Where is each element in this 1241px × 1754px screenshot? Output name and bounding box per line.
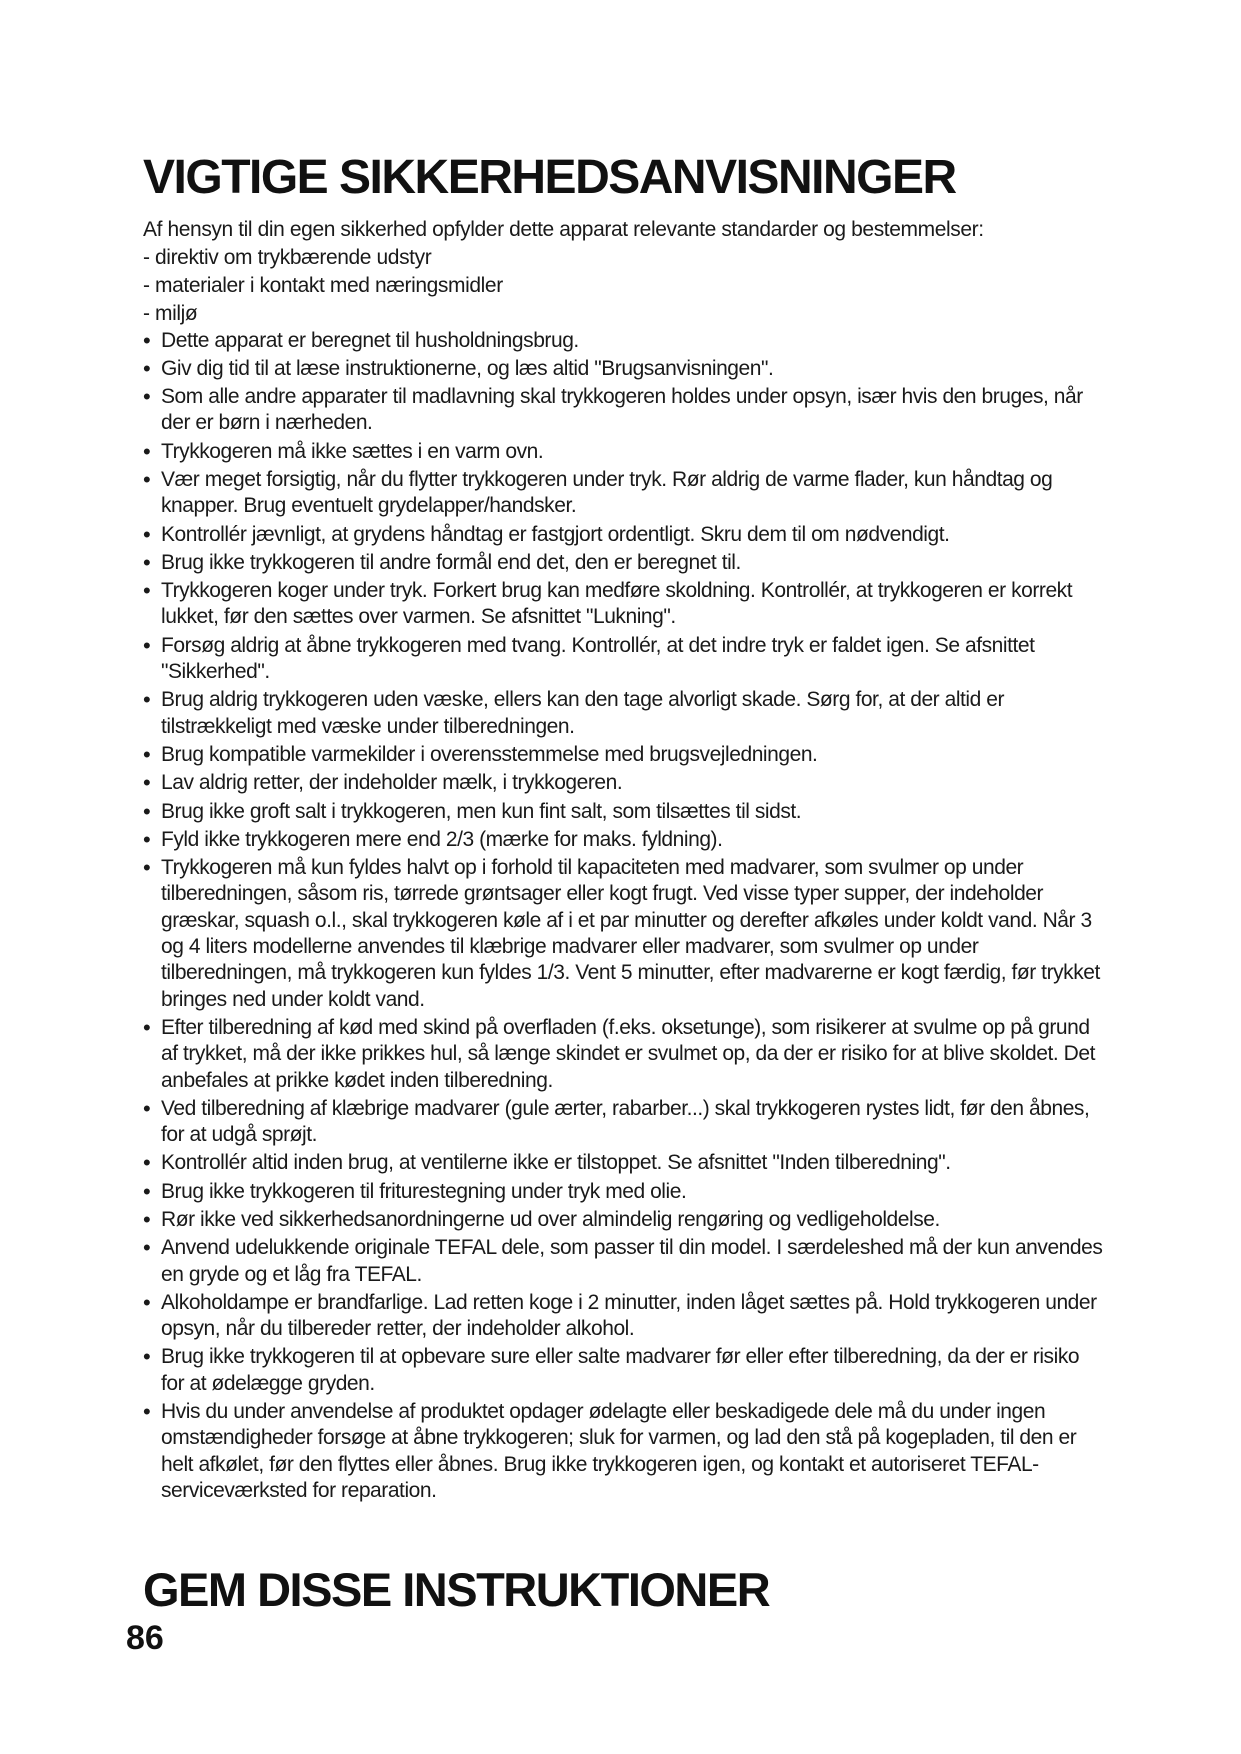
document-body xyxy=(143,150,1103,1506)
instruction-item: • Hvis du under anvendelse af produktet opdager ødelagte eller beskadigede dele må du under ingen omstændigheder forsøge at åbne trykkogeren; sluk for varmen, og lad den stå på kogepladen, til den er helt afkølet, før den flyttes eller åbnes. Brug ikke trykkogeren igen, og kontakt et autoriseret TEFAL-serviceværksted for reparation. xyxy=(143,1399,1103,1504)
instruction-item: • Trykkogeren koger under tryk. Forkert brug kan medføre skoldning. Kontrollér, at trykkogeren er korrekt lukket, før den sættes over varmen. Se afsnittet "Lukning". xyxy=(143,578,1103,631)
instruction-item: • Kontrollér jævnligt, at grydens håndtag er fastgjort ordentligt. Skru dem til om nødvendigt. xyxy=(143,522,1103,548)
intro-text: Af hensyn til din egen sikkerhed opfylder dette apparat relevante standarder og bestemmelser: xyxy=(143,218,984,241)
page-title: VIGTIGE SIKKERHEDSANVISNINGER xyxy=(143,151,956,204)
instruction-item: • Brug ikke groft salt i trykkogeren, men kun fint salt, som tilsættes til sidst. xyxy=(143,799,1103,825)
instruction-item: • Ved tilberedning af klæbrige madvarer (gule ærter, rabarber...) skal trykkogeren rystes lidt, før den åbnes, for at udgå sprøjt. xyxy=(143,1096,1103,1149)
instruction-item: • Giv dig tid til at læse instruktionerne, og læs altid "Brugsanvisningen". xyxy=(143,356,1103,382)
standards-item: - materialer i kontakt med næringsmidler xyxy=(143,273,503,297)
instruction-item: • Som alle andre apparater til madlavning skal trykkogeren holdes under opsyn, især hvis den bruges, når der er børn i nærheden. xyxy=(143,384,1103,437)
instruction-item: • Rør ikke ved sikkerhedsanordningerne ud over almindelig rengøring og vedligeholdelse. xyxy=(143,1207,1103,1233)
page-number: 86 xyxy=(126,1619,164,1657)
instruction-item: • Lav aldrig retter, der indeholder mælk, i trykkogeren. xyxy=(143,770,1103,796)
instruction-item: • Brug aldrig trykkogeren uden væske, ellers kan den tage alvorligt skade. Sørg for, at der altid er tilstrækkeligt med væske under tilberedningen. xyxy=(143,687,1103,740)
instruction-item: • Vær meget forsigtig, når du flytter trykkogeren under tryk. Rør aldrig de varme flader, kun håndtag og knapper. Brug eventuelt grydelapper/handsker. xyxy=(143,467,1103,520)
instruction-item: • Trykkogeren må kun fyldes halvt op i forhold til kapaciteten med madvarer, som svulmer op under tilberedningen, såsom ris, tørrede grøntsager eller kogt frugt. Ved visse typer supper, der indeholder græskar, squash o.l., skal trykkogeren køle af i et par minutter og derefter afkøles under koldt vand. Når 3 og 4 liters modellerne anvendes til klæbrige madvarer eller madvarer, som svulmer op under tilberedningen, må trykkogeren kun fyldes 1/3. Vent 5 minutter, efter madvarerne er kogt færdig, før trykket bringes ned under koldt vand. xyxy=(143,855,1103,1013)
standards-item: - miljø xyxy=(143,301,198,325)
instruction-item: • Brug kompatible varmekilder i overensstemmelse med brugsvejledningen. xyxy=(143,742,1103,768)
instruction-item: • Dette apparat er beregnet til husholdningsbrug. xyxy=(143,328,1103,354)
instruction-item: • Brug ikke trykkogeren til andre formål end det, den er beregnet til. xyxy=(143,550,1103,576)
footer-title: GEM DISSE INSTRUKTIONER xyxy=(143,1563,770,1616)
instruction-item: • Brug ikke trykkogeren til at opbevare sure eller salte madvarer før eller efter tilberedning, da der er risiko for at ødelægge gryden. xyxy=(143,1344,1103,1397)
standards-item: - direktiv om trykbærende udstyr xyxy=(143,245,432,269)
instruction-item: • Brug ikke trykkogeren til friturestegning under tryk med olie. xyxy=(143,1179,1103,1205)
instruction-item: • Fyld ikke trykkogeren mere end 2/3 (mærke for maks. fyldning). xyxy=(143,827,1103,853)
instruction-item: • Kontrollér altid inden brug, at ventilerne ikke er tilstoppet. Se afsnittet "Inden tilberedning". xyxy=(143,1150,1103,1176)
instruction-item: • Anvend udelukkende originale TEFAL dele, som passer til din model. I særdeleshed må der kun anvendes en gryde og et låg fra TEFAL. xyxy=(143,1235,1103,1288)
instructions-list xyxy=(143,328,1103,1505)
instruction-item: • Efter tilberedning af kød med skind på overfladen (f.eks. oksetunge), som risikerer at svulme op på grund af trykket, må der ikke prikkes hul, så længe skindet er svulmet op, da der er risiko for at blive skoldet. Det anbefales at prikke kødet inden tilberedning. xyxy=(143,1015,1103,1094)
instruction-item: • Alkoholdampe er brandfarlige. Lad retten koge i 2 minutter, inden låget sættes på. Hold trykkogeren under opsyn, når du tilbereder retter, der indeholder alkohol. xyxy=(143,1290,1103,1343)
instruction-item: • Trykkogeren må ikke sættes i en varm ovn. xyxy=(143,439,1103,465)
instruction-item: • Forsøg aldrig at åbne trykkogeren med tvang. Kontrollér, at det indre tryk er faldet igen. Se afsnittet "Sikkerhed". xyxy=(143,633,1103,686)
standards-list xyxy=(143,244,1103,328)
